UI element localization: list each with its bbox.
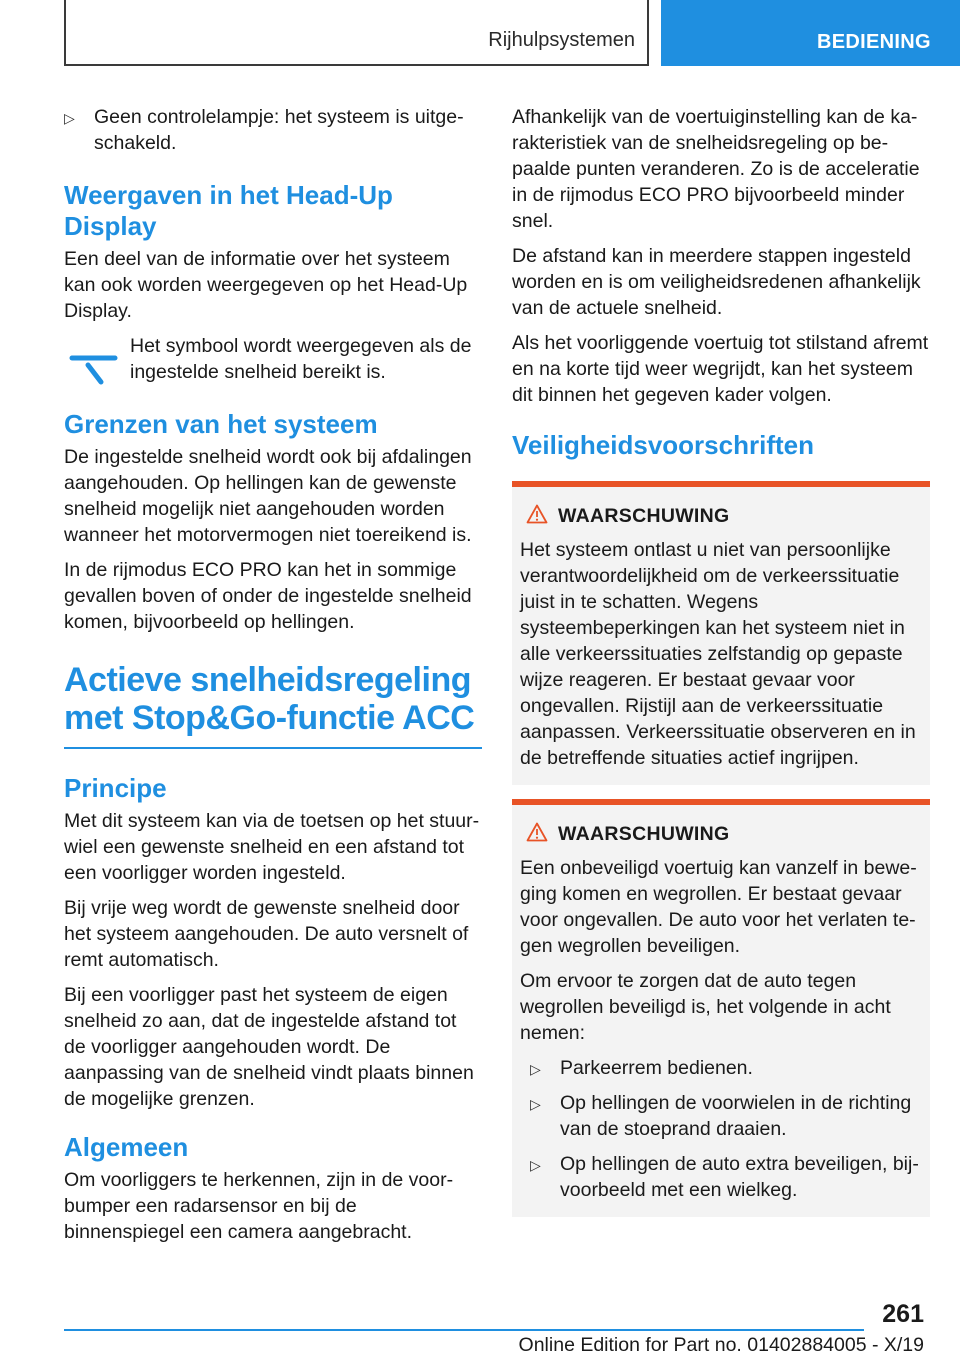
principle-paragraph-1: Met dit systeem kan via de toetsen op het stuurwiel een gewenste snelheid en een afstand tot een voorligger worden ingesteld. xyxy=(64,810,480,884)
triangle-bullet-icon: ▷ xyxy=(530,1096,541,1112)
warning-triangle-icon xyxy=(526,822,548,842)
right-column xyxy=(512,104,930,1217)
warning-box-1 xyxy=(512,481,930,785)
list-item-text: Geen controlelampje: het systeem is uitgeschakeld. xyxy=(94,106,464,154)
footer-rule xyxy=(64,1329,864,1331)
principle-paragraph-3: Bij een voorligger past het systeem de eigen snelheid zo aan, dat de ingestelde afstand tot de voorligger aangehouden wordt. De aanpassing van de snelheid vindt plaats binnen de mogelijke grenzen. xyxy=(64,984,474,1110)
right-paragraph-3: Als het voorliggende voertuig tot stilstand afremt en na korte tijd weer wegrijdt, kan het systeem dit binnen het gegeven kader volgen. xyxy=(512,332,929,406)
warning-steps-list xyxy=(520,1055,920,1203)
warning-box-2 xyxy=(512,799,930,1217)
section-title-principle: Principe xyxy=(64,773,167,803)
header-chapter-label: BEDIENING xyxy=(817,31,931,53)
speed-reached-icon xyxy=(68,341,120,387)
list-item xyxy=(64,104,482,156)
section-title-general: Algemeen xyxy=(64,1132,189,1162)
page-number: 261 xyxy=(882,1300,924,1328)
warning-header xyxy=(520,503,920,529)
warning-text: Het systeem ontlast u niet van persoonlijke verantwoordelijkheid om de verkeerssituatie juist in te schatten. Wegens systeembeperkingen kan het systeem niet in alle verkeerssituaties zelfstandig op gepaste wijze reageren. Er bestaat gevaar voor ongevallen. Rijstijl aan de verkeerssituatie aanpassen. Verkeerssituatie observeren en in de betreffende situaties actief ingrijpen. xyxy=(520,539,916,769)
hud-symbol-text: Het symbool wordt weergegeven als de ingestelde snelheid bereikt is. xyxy=(130,335,472,383)
header-section-title: Rijhulpsystemen xyxy=(488,29,635,51)
general-paragraph-1: Om voorliggers te herkennen, zijn in de voorbumper een radarsensor en bij de binnenspiegel een camera aangebracht. xyxy=(64,1169,454,1243)
section-title-hud: Weergaven in het Head-Up Display xyxy=(64,180,393,241)
hud-text: Een deel van de informatie over het systeem kan ook worden weergegeven op het Head-Up Display. xyxy=(64,248,468,322)
warning-label: WAARSCHUWING xyxy=(558,505,730,527)
hud-symbol-row xyxy=(64,333,482,395)
warning-triangle-icon xyxy=(526,504,548,524)
footer-edition: Online Edition for Part no. 01402884005 - X/19 xyxy=(518,1334,924,1356)
warning-text-1: Een onbeveiligd voertuig kan vanzelf in beweging komen en wegrollen. Er bestaat gevaar voor ongevallen. De auto voor het verlaten tegen wegrollen beveiligen. xyxy=(520,857,917,957)
right-paragraph-2: De afstand kan in meerdere stappen ingesteld worden en is om veiligheidsredenen afhankelijk van de actuele snelheid. xyxy=(512,245,921,319)
list-item-text: Op hellingen de voorwielen in de richting van de stoeprand draaien. xyxy=(560,1092,912,1140)
header-chapter-tab xyxy=(661,0,960,66)
main-title: Actieve snelheidsregeling met Stop&Go-functie ACC xyxy=(64,661,475,737)
left-column xyxy=(64,104,482,1254)
principle-paragraph-2: Bij vrije weg wordt de gewenste snelheid door het systeem aangehouden. De auto versnelt of remt automatisch. xyxy=(64,897,469,971)
warning-label: WAARSCHUWING xyxy=(558,823,730,845)
header-section-box xyxy=(64,0,649,66)
section-title-limits: Grenzen van het systeem xyxy=(64,409,378,439)
list-item xyxy=(530,1151,920,1203)
warning-header xyxy=(520,821,920,847)
indicator-list xyxy=(64,104,482,156)
right-paragraph-1: Afhankelijk van de voertuiginstelling kan de karakteristiek van de snelheidsregeling op bepaalde punten veranderen. Zo is de acceleratie in de rijmodus ECO PRO bijvoorbeeld minder snel. xyxy=(512,106,920,232)
triangle-bullet-icon: ▷ xyxy=(530,1157,541,1173)
warning-text-2: Om ervoor te zorgen dat de auto tegen wegrollen beveiligd is, het volgende in acht nemen: xyxy=(520,970,891,1044)
section-title-safety: Veiligheidsvoorschriften xyxy=(512,430,814,460)
triangle-bullet-icon: ▷ xyxy=(530,1061,541,1077)
list-item xyxy=(530,1055,920,1081)
list-item-text: Parkeerrem bedienen. xyxy=(560,1057,753,1079)
triangle-bullet-icon: ▷ xyxy=(64,110,75,126)
limits-paragraph-1: De ingestelde snelheid wordt ook bij afdalingen aangehouden. Op hellingen kan de gewenste snelheid mogelijk niet aangehouden worden wanneer het motorvermogen niet toereikend is. xyxy=(64,446,472,546)
title-underline xyxy=(64,747,482,749)
list-item-text: Op hellingen de auto extra beveiligen, bijvoorbeeld met een wielkeg. xyxy=(560,1153,919,1201)
limits-paragraph-2: In de rijmodus ECO PRO kan het in sommige gevallen boven of onder de ingestelde snelheid komen, bijvoorbeeld op hellingen. xyxy=(64,559,472,633)
list-item xyxy=(530,1090,920,1142)
